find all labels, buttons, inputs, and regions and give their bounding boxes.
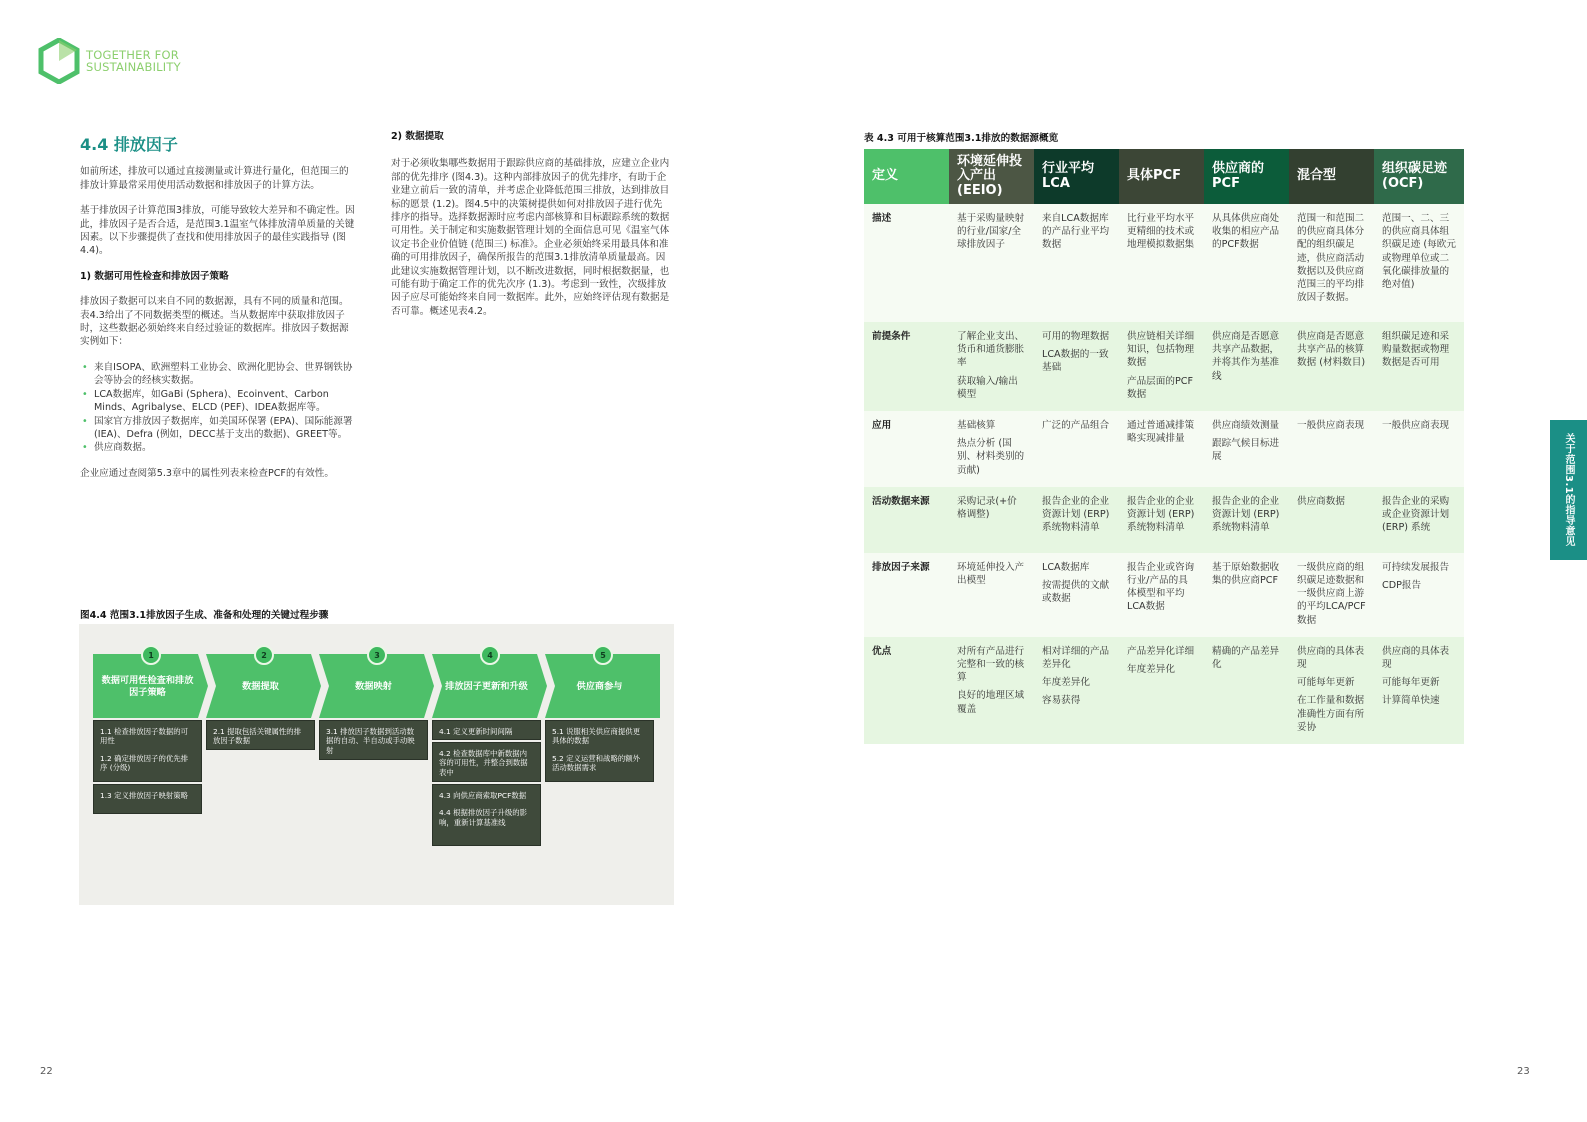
sub-step: 2.1 提取包括关键属性的排放因子数据 [213, 727, 302, 746]
table-cell [1204, 204, 1289, 322]
step-label: 排放因子更新和升级 [445, 681, 528, 692]
table-cell [1034, 637, 1119, 744]
bullet-list [80, 361, 355, 455]
cell-text: 可用的物理数据 [1042, 331, 1110, 342]
figure-title: 图4.4 范围3.1排放因子生成、准备和处理的关键过程步骤 [80, 610, 329, 621]
cell-text: 热点分析 (国别、材料类别的贡献) [957, 438, 1025, 476]
process-step [206, 650, 321, 718]
sub-step-box [206, 720, 315, 750]
table-cell [1374, 411, 1464, 487]
cell-text: 环境延伸投入产出模型 [957, 561, 1025, 587]
sub-step-box [432, 720, 541, 740]
table-cell [1204, 487, 1289, 553]
cell-text: 比行业平均水平更精细的技术或地理模拟数据集 [1127, 213, 1195, 251]
table-cell [1204, 411, 1289, 487]
row-header: 优点 [864, 637, 949, 744]
middle-column [391, 130, 671, 318]
cell-text: 一级供应商的组织碳足迹数据和一级供应商上游的平均LCA/PCF数据 [1297, 561, 1366, 626]
table-cell [1289, 322, 1374, 411]
row-header: 前提条件 [864, 322, 949, 411]
table-cell [1374, 204, 1464, 322]
list-item: • 来自ISOPA、欧洲塑料工业协会、欧洲化肥协会、世界钢铁协会等协会的经核实数据。 [80, 361, 355, 388]
paragraph: 企业应通过查阅第5.3章中的属性列表来检查PCF的有效性。 [80, 467, 334, 479]
cell-text: 供应商绩效测量 [1212, 420, 1280, 432]
column-header: 组织碳足迹 (OCF) [1374, 149, 1464, 204]
table-row [864, 553, 1464, 637]
cell-text: 采购记录(+价格调整) [957, 495, 1017, 521]
cell-text: 年度差异化 [1127, 664, 1175, 676]
sub-step: 1.1 检查排放因子数据的可用性 [100, 727, 189, 746]
cell-text: 按需提供的文献或数据 [1042, 580, 1110, 605]
cell-text: 组织碳足迹和采购量数据或物理数据是否可用 [1382, 331, 1450, 369]
cell-text: 供应商数据 [1297, 495, 1345, 507]
table-row [864, 411, 1464, 487]
logo-line-2: SUSTAINABILITY [86, 60, 181, 74]
table-cell [1374, 637, 1464, 744]
cell-text: 基础核算 [957, 420, 996, 432]
section-title: 4.4 排放因子 [80, 135, 178, 154]
table-cell [1119, 637, 1204, 744]
cell-text: CDP报告 [1382, 580, 1422, 592]
paragraph: 基于排放因子计算范围3排放，可能导致较大差异和不确定性。因此，排放因子是否合适，是范围3.1温室气体排放清单质量的关键因素。以下步骤提供了查找和使用排放因子的最佳实践指导 (图4.4)。 [80, 205, 355, 257]
table-cell [1034, 553, 1119, 637]
list-item: • LCA数据库，如GaBi (Sphera)、Ecoinvent、Carbon Minds、Agribalyse、ELCD (PEF)、IDEA数据库等。 [80, 388, 355, 415]
cell-text: 从具体供应商处收集的相应产品的PCF数据 [1212, 213, 1280, 251]
sub-step: 4.1 定义更新时间间隔 [439, 727, 513, 736]
section-side-tab[interactable]: 关于范围3.1的指导意见 [1550, 420, 1587, 560]
logo-text [86, 49, 181, 73]
table-cell [949, 553, 1034, 637]
sub-step-box [319, 720, 428, 760]
cell-text: 在工作量和数据准确性方面有所妥协 [1297, 695, 1365, 733]
paragraph: 对于必须收集哪些数据用于跟踪供应商的基础排放，应建立企业内部的优先排序 (图4.3)。这种内部排放因子的优先排序，有助于企业建立前后一致的清单，并考虑企业降低范围三排放，达到排放目标的愿景 (1.2)。图4.5中的决策树提供如何对排放因子进行优先排序的指导。选择数据源时应考虑内部核算和目标跟踪系统的数据可用性。关于制定和实施数据管理计划的全面信息可见《温室气体议定书企业价值链 (范围三) 标准》。企业必须始终采用最具体和准确的可用排放因子，确保所报告的范围3.1排放清单质量最高。因此建议实施数据管理计划，以不断改进数据，同时根据数据量，也可能有助于确定工作的优先次序 (1.3)。考虑到一致性，次级排放因子应尽可能始终来自同一数据库。此外，应始终评估现有数据是否可靠。概述见表4.2。 [391, 158, 670, 317]
column-header: 定义 [864, 149, 949, 204]
sub-step: 1.3 定义排放因子映射策略 [100, 791, 189, 800]
sub-step: 5.1 说服相关供应商提供更具体的数据 [552, 727, 641, 746]
step-label: 数据映射 [355, 681, 392, 692]
table-cell [949, 411, 1034, 487]
sub-step-box [432, 742, 541, 782]
step-number: 3 [367, 645, 387, 665]
cell-text: 相对详细的产品差异化 [1042, 645, 1110, 671]
table-header-row [864, 149, 1464, 204]
cell-text: 计算简单快速 [1382, 695, 1440, 707]
process-step [432, 650, 547, 718]
cell-text: 报告企业的采购或企业资源计划 (ERP) 系统 [1382, 495, 1450, 534]
cell-text: 供应商的具体表现 [1382, 645, 1450, 671]
step-number: 2 [254, 645, 274, 665]
page-number-right: 23 [1517, 1066, 1530, 1077]
cell-text: 跟踪气候目标进展 [1212, 438, 1280, 463]
row-header: 应用 [864, 411, 949, 487]
table-cell [949, 487, 1034, 553]
step-label: 数据可用性检查和排放因子策略 [101, 675, 194, 698]
cell-text: 报告企业的企业资源计划 (ERP) 系统物料清单 [1212, 495, 1280, 534]
process-diagram [79, 624, 674, 905]
table-cell [1289, 411, 1374, 487]
table-cell [1289, 637, 1374, 744]
table-cell [1119, 411, 1204, 487]
table-cell [1374, 553, 1464, 637]
column-header: 具体PCF [1119, 149, 1204, 204]
table-cell [1119, 553, 1204, 637]
process-step [319, 650, 434, 718]
cell-text: 产品差异化详细 [1127, 645, 1195, 657]
cell-text: 良好的地理区域覆盖 [957, 690, 1025, 715]
table-cell [1119, 322, 1204, 411]
sub-step: 4.2 检查数据库中新数据内容的可用性，并整合到数据表中 [439, 749, 528, 777]
cell-text: 基于采购量映射的行业/国家/全球排放因子 [957, 213, 1025, 251]
table-cell [1119, 487, 1204, 553]
table-cell [1034, 204, 1119, 322]
cell-text: 报告企业的企业资源计划 (ERP) 系统物料清单 [1042, 495, 1110, 534]
step-number: 5 [593, 645, 613, 665]
column-header: 行业平均LCA [1034, 149, 1119, 204]
cell-text: 了解企业支出、货币和通货膨胀率 [957, 331, 1025, 369]
cell-text: 通过普通减排策略实现减排量 [1127, 420, 1195, 445]
paragraph: 如前所述，排放可以通过直接测量或计算进行量化，但范围三的排放计算最常采用使用活动数据和排放因子的计算方法。 [80, 166, 349, 191]
step-label: 数据提取 [242, 681, 279, 692]
step-number: 4 [480, 645, 500, 665]
table-cell [1034, 411, 1119, 487]
table-cell [1289, 487, 1374, 553]
table-title: 表 4.3 可用于核算范围3.1排放的数据源概览 [864, 133, 1059, 144]
table-cell [1204, 553, 1289, 637]
table-cell [1289, 204, 1374, 322]
table-row [864, 637, 1464, 744]
cell-text: 年度差异化 [1042, 677, 1090, 689]
sub-step-box [432, 784, 541, 846]
sub-step-box [93, 784, 202, 814]
cell-text: LCA数据的一致基础 [1042, 349, 1109, 374]
hexagon-logo-icon [38, 38, 80, 84]
table-cell [1034, 322, 1119, 411]
table-cell [1119, 204, 1204, 322]
paragraph: 排放因子数据可以来自不同的数据源，具有不同的质量和范围。表4.3给出了不同数据类型的概述。当从数据库中获取排放因子时，这些数据必须始终来自经过验证的数据库。排放因子数据源实例如下： [80, 296, 349, 348]
table-cell [1204, 637, 1289, 744]
page-number-left: 22 [40, 1066, 53, 1077]
subsection-title: 1) 数据可用性检查和排放因子策略 [80, 270, 229, 282]
subsection-title: 2) 数据提取 [391, 131, 444, 142]
cell-text: 报告企业的企业资源计划 (ERP) 系统物料清单 [1127, 495, 1195, 534]
column-header: 环境延伸投入产出 (EEIO) [949, 149, 1034, 204]
sub-step: 1.2 确定排放因子的优先排序 (分级) [100, 753, 189, 773]
cell-text: 供应商是否愿意共享产品数据，并将其作为基准线 [1212, 331, 1280, 382]
cell-text: 基于原始数据收集的供应商PCF [1212, 561, 1280, 587]
cell-text: 广泛的产品组合 [1042, 420, 1110, 432]
table-cell [949, 322, 1034, 411]
cell-text: 获取输入/输出模型 [957, 375, 1018, 400]
row-header: 描述 [864, 204, 949, 322]
cell-text: 供应商是否愿意共享产品的核算数据 (材料数目) [1297, 331, 1366, 369]
row-header: 活动数据来源 [864, 487, 949, 553]
list-item: • 国家官方排放因子数据库，如美国环保署 (EPA)、国际能源署 (IEA)、Defra (例如，DECC基于支出的数据)、GREET等。 [80, 415, 355, 442]
step-label: 供应商参与 [576, 681, 623, 692]
cell-text: 可持续发展报告 [1382, 561, 1450, 573]
cell-text: 一般供应商表现 [1297, 420, 1365, 432]
list-item: • 供应商数据。 [80, 441, 355, 454]
process-step [545, 650, 660, 718]
cell-text: 对所有产品进行完整和一致的核算 [957, 645, 1025, 684]
table-cell [1034, 487, 1119, 553]
sub-step: 4.3 向供应商索取PCF数据 [439, 791, 527, 800]
sub-step: 3.1 排放因子数据到活动数据的自动、半自动或手动映射 [326, 727, 415, 755]
cell-text: 一般供应商表现 [1382, 420, 1450, 432]
cell-text: 报告企业或咨询行业/产品的具体模型和平均LCA数据 [1127, 561, 1195, 613]
cell-text: 来自LCA数据库的产品行业平均数据 [1042, 213, 1110, 251]
cell-text: 可能每年更新 [1297, 677, 1355, 689]
cell-text: LCA数据库 [1042, 561, 1090, 573]
cell-text: 供应商的具体表现 [1297, 645, 1365, 671]
column-header: 混合型 [1289, 149, 1374, 204]
table-cell [1374, 322, 1464, 411]
logo-line-1: TOGETHER FOR [86, 48, 179, 62]
row-header: 排放因子来源 [864, 553, 949, 637]
cell-text: 供应链相关详细知识，包括物理数据 [1127, 331, 1195, 369]
table-row [864, 487, 1464, 553]
table-row [864, 204, 1464, 322]
cell-text: 可能每年更新 [1382, 677, 1440, 689]
cell-text: 范围一和范围二的供应商具体分配的组织碳足迹，供应商活动数据以及供应商范围三的平均排放因子数据。 [1297, 213, 1365, 304]
table-cell [1289, 553, 1374, 637]
sub-step-box [93, 720, 202, 782]
column-header: 供应商的PCF [1204, 149, 1289, 204]
left-column [80, 135, 355, 492]
table-row [864, 322, 1464, 411]
cell-text: 产品层面的PCF数据 [1127, 375, 1193, 400]
sub-step: 4.4 根据排放因子升级的影响，重新计算基准线 [439, 808, 528, 827]
step-number: 1 [141, 645, 161, 665]
sub-step: 5.2 定义运营和战略的额外活动数据需求 [552, 753, 641, 773]
cell-text: 精确的产品差异化 [1212, 645, 1280, 671]
process-step [93, 650, 208, 718]
table-cell [949, 204, 1034, 322]
cell-text: 容易获得 [1042, 695, 1081, 707]
logo [38, 38, 181, 84]
sub-step-box [545, 720, 654, 782]
table-cell [949, 637, 1034, 744]
table-cell [1204, 322, 1289, 411]
table-cell [1374, 487, 1464, 553]
cell-text: 范围一、二、三的供应商具体组织碳足迹 (每欧元或物理单位或二氧化碳排放量的绝对值) [1382, 213, 1456, 291]
data-source-table [864, 149, 1464, 744]
